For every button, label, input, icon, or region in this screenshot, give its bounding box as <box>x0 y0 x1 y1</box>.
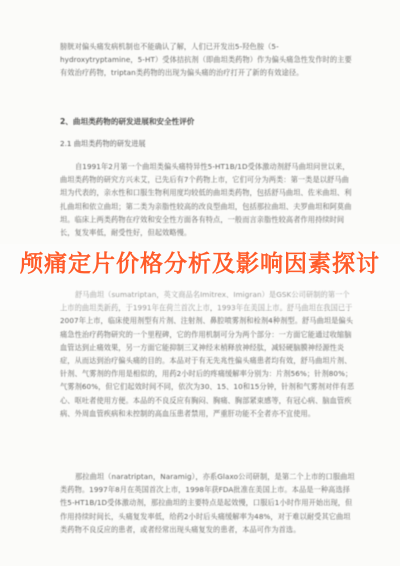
subsection-heading: 2.1 曲坦类药物的研发进展 <box>60 139 146 148</box>
research-progress-paragraph: 自1991年2月第一个曲坦类偏头痛特异性5-HT1B/1D受体激动剂舒马曲坦问世以来，曲坦类药物的研究方兴未艾，已先后有7个药物上市，它们可分为两类：第一类是以舒马曲坦为代表的，亲水性和口服生物利用度均较低的曲坦类药物，包括舒马曲坦、佐米曲坦、利扎曲坦和依立曲坦；第二类为亲脂性较高的改良型曲坦，包括那拉曲坦、夫罗曲坦和阿莫曲坦。临床上两类药物在疗效和安全性方面各有特点，一般而言亲脂性较高者作用持续时间长，复发率低，耐受性好，但起效略慢。 <box>60 162 352 238</box>
section-heading: 2、曲坦类药物的研发进展和安全性评价 <box>60 117 195 126</box>
naratriptan-paragraph: 那拉曲坦（naratriptan，Naramig），亦系Glaxo公司研制，是第二个上市的口服曲坦类药物。1997年8月在英国首次上市，1998年获FDA批准在美国上市。本品是一种高选择性5-HT1B/1D受体激动剂，那拉曲坦的主要特点是起效慢，口服后1小时作用开始出现，但作用持续时间长，头痛复发率低，给药2小时后头痛缓解率为48%，对于难以耐受其它曲坦类药物不良反应的患者，或者经常出现头痛复发的患者，本品可作为首选。 <box>60 472 355 534</box>
intro-paragraph: 膀胱对偏头痛发病机制也不能确认了解，人们已开发出5-羟色胺（5-hydroxytryptamine，5-HT）受体拮抗剂（即曲坦类药物）作为偏头痛急性发作时的主要有效治疗药物，triptan类药物的出现为偏头痛的治疗打开了新的有效途径。 <box>60 42 352 78</box>
article-title-overlay: 颅痛定片价格分析及影响因素探讨 <box>20 251 380 277</box>
sumatriptan-paragraph: 舒马曲坦（sumatriptan，英文商品名Imitrex、Imigran）是GSK公司研制的第一个上市的曲坦类新药，于1991年在荷兰首次上市，1993年在美国上市。舒马曲坦在我国已于2007年上市，临床使用剂型有片剂、注射剂、鼻腔喷雾剂和栓剂4种剂型。舒马曲坦是偏头痛急性治疗药物研究的一个里程碑，它的作用机制可分为两个部分：一方面它能通过收缩脑血管达到止痛效果，另一方面它能抑制三叉神经末梢释放神经肽，减轻硬脑膜神经源性炎症，从而达到治疗偏头痛的目的。本品对于有无先兆性偏头痛患者均有效，舒马曲坦片剂、针剂、气雾剂的作用是相似的，用药2小时后的疼痛缓解率分别为：片剂56%；针剂80%；气雾剂60%，但它们起效时间不同，依次为30、15、10和15分钟，针剂和气雾剂对伴有恶心、呕吐者使用方便。本品的不良反应有胸闷、胸痛、胸部紧束感等，有冠心病、脑血管疾病、外周血管疾病和未控制的高血压患者禁用，严重肝功能不全者亦不宜使用。 <box>60 290 355 418</box>
